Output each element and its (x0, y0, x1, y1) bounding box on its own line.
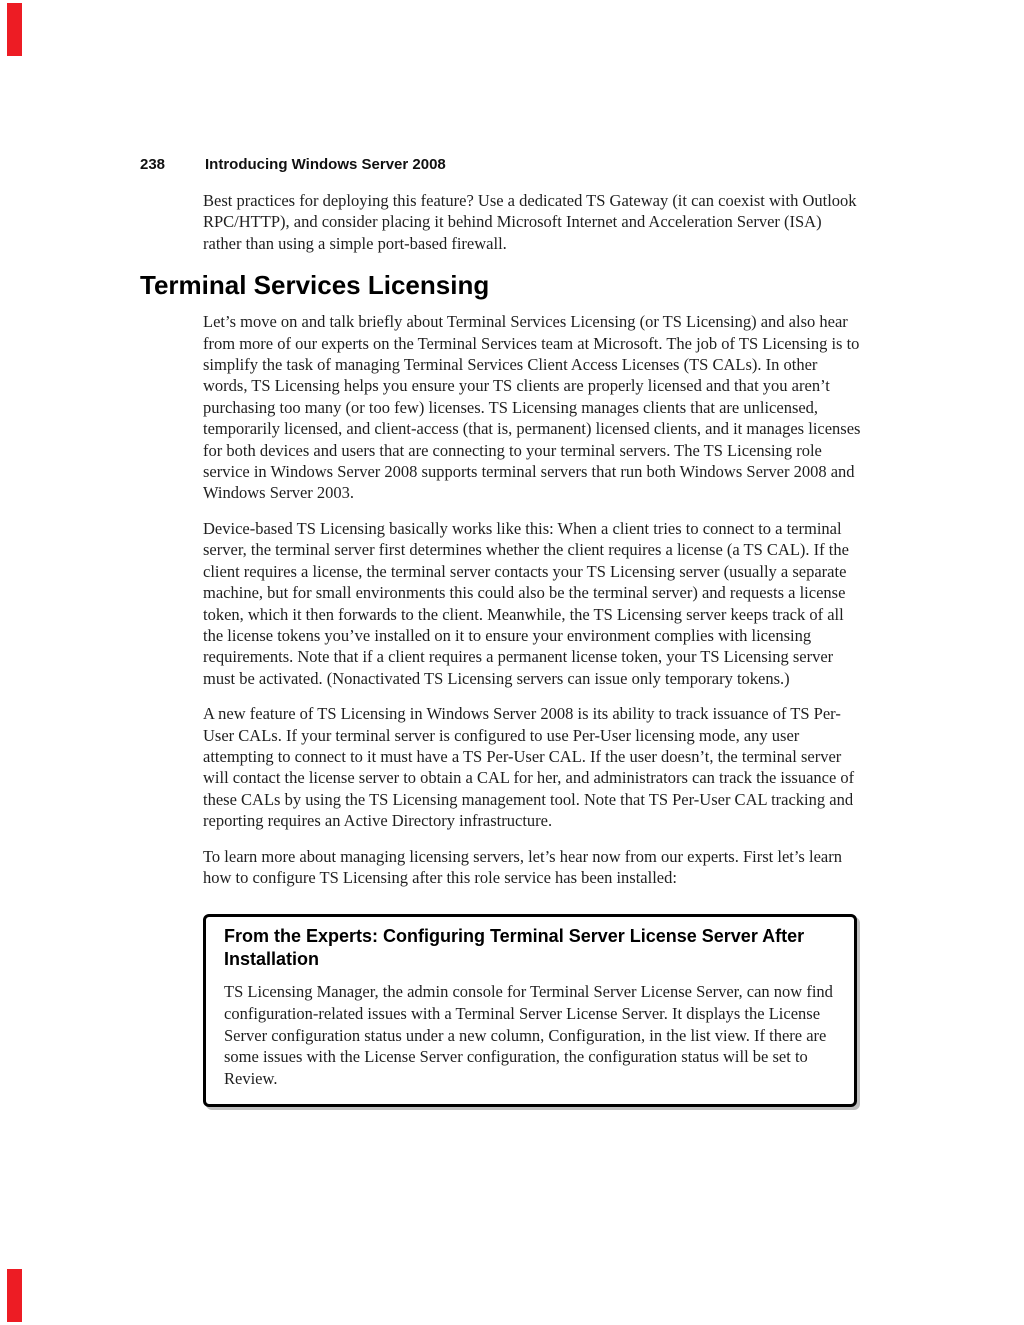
running-title: Introducing Windows Server 2008 (205, 156, 446, 173)
section-paragraph-1: Let’s move on and talk briefly about Terminal Services Licensing (or TS Licensing) and also hear from more of our experts on the Terminal Services team at Microsoft. The job of TS Licensing is to simplify the task of managing Terminal Services Client Access Licenses (TS CALs). In other words, TS Licensing helps you ensure your TS clients are properly licensed and that you aren’t purchasing too many (or too few) licenses. TS Licensing manages clients that are unlicensed, temporarily licensed, and client-access (that is, permanent) licensed clients, and it manages licenses for both devices and users that are connecting to your terminal servers. The TS Licensing role service in Windows Server 2008 supports terminal servers that run both Windows Server 2008 and Windows Server 2003. (203, 312, 861, 503)
page-number: 238 (140, 156, 166, 173)
page-body (140, 190, 861, 1107)
page-edge-marker-bottom (7, 1269, 22, 1322)
expert-box-title: From the Experts: Configuring Terminal Server License Server After Installation (224, 926, 805, 970)
expert-box-body: TS Licensing Manager, the admin console for Terminal Server License Server, can now find configuration-related issues with a Terminal Server License Server. It displays the License Server configuration status under a new column, Configuration, in the list view. If there are some issues with the License Server configuration, the configuration status will be set to Review. (224, 982, 833, 1088)
page-edge-marker-top (7, 3, 22, 56)
intro-paragraph: Best practices for deploying this feature? Use a dedicated TS Gateway (it can coexist with Outlook RPC/HTTP), and consider placing it behind Microsoft Internet and Acceleration Server (ISA) rather than using a simple port-based firewall. (203, 191, 857, 253)
section-heading: Terminal Services Licensing (140, 270, 490, 301)
section-paragraph-3: A new feature of TS Licensing in Windows Server 2008 is its ability to track issuance of TS Per-User CALs. If your terminal server is configured to use Per-User licensing mode, any user attempting to connect to it must have a TS Per-User CAL. If the user doesn’t, the terminal server will contact the license server to obtain a CAL for her, and administrators can track the issuance of these CALs by using the TS Licensing management tool. Note that TS Per-User CAL tracking and reporting requires an Active Directory infrastructure. (203, 704, 855, 831)
section-paragraph-2: Device-based TS Licensing basically works like this: When a client tries to connect to a terminal server, the terminal server first determines whether the client requires a license (a TS CAL). If the client requires a license, the terminal server contacts your TS Licensing server (usually a separate machine, but for small environments this could also be the terminal server) and requests a license token, which it then forwards to the client. Meanwhile, the TS Licensing server keeps track of all the license tokens you’ve installed on it to ensure your environment complies with licensing requirements. Note that if a client requires a permanent license token, your TS Licensing server must be activated. (Nonactivated TS Licensing servers can issue only temporary tokens.) (203, 518, 849, 688)
section-paragraph-4: To learn more about managing licensing servers, let’s hear now from our experts. First let’s learn how to configure TS Licensing after this role service has been installed: (203, 846, 842, 887)
expert-sidebar-box (203, 914, 857, 1107)
